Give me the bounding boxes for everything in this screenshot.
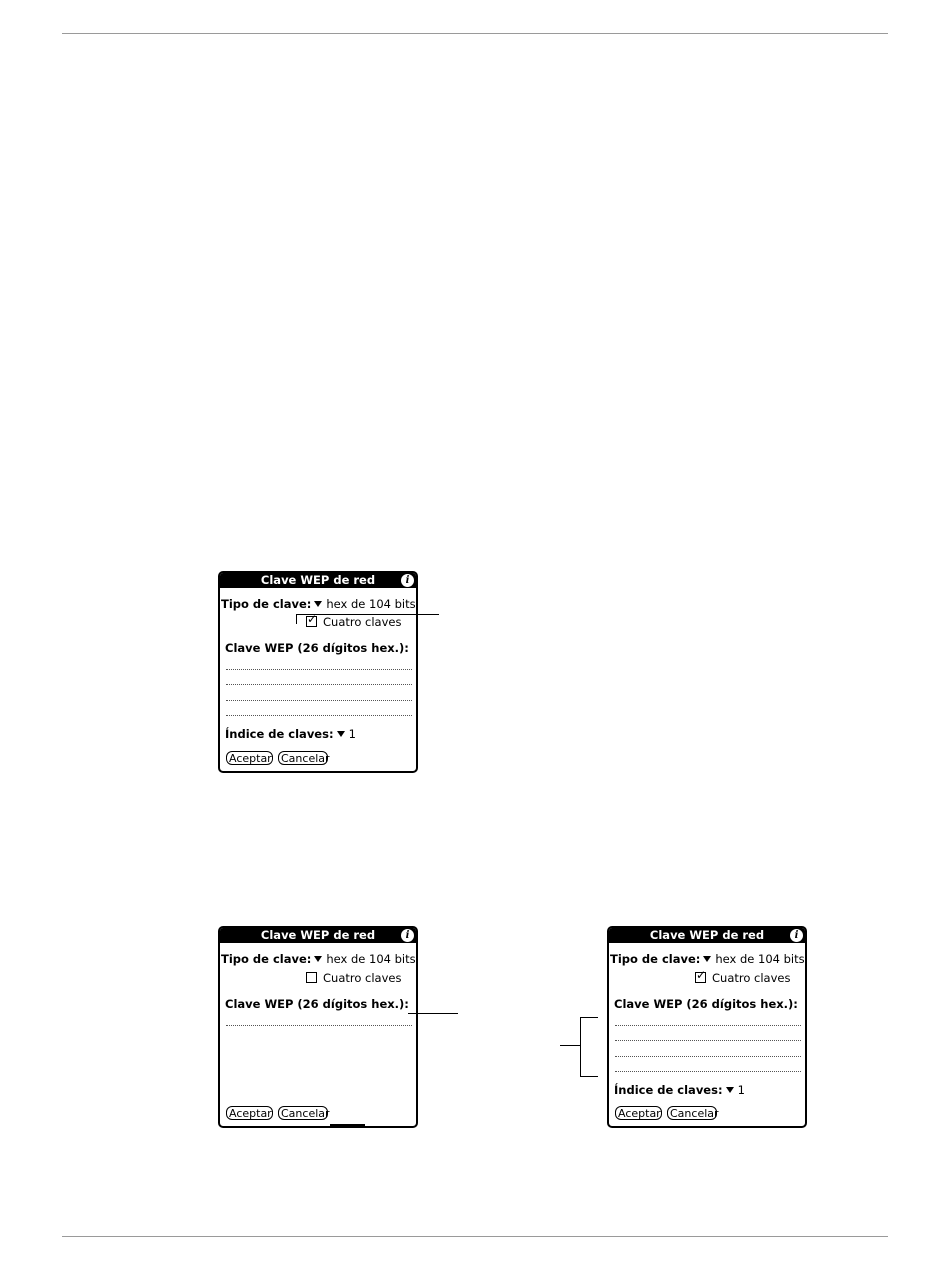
top-rule xyxy=(62,33,888,34)
dropdown-arrow-icon[interactable] xyxy=(337,731,345,737)
title-bar xyxy=(220,573,416,588)
four-keys-checkbox[interactable] xyxy=(306,616,317,627)
cancel-button[interactable]: Cancelar xyxy=(278,1106,328,1120)
key-line-1[interactable] xyxy=(615,1025,801,1026)
key-index-label: Índice de claves: xyxy=(614,1083,723,1097)
key-type-value[interactable]: hex de 104 bits xyxy=(326,952,416,966)
dropdown-arrow-icon[interactable] xyxy=(314,956,322,962)
key-line-1[interactable] xyxy=(226,1025,412,1026)
wep-key-label: Clave WEP (26 dígitos hex.): xyxy=(614,997,798,1011)
wep-key-label: Clave WEP (26 dígitos hex.): xyxy=(225,997,409,1011)
title-bar xyxy=(220,928,416,943)
dropdown-arrow-icon[interactable] xyxy=(726,1087,734,1093)
four-keys-checkbox[interactable] xyxy=(306,972,317,983)
dropdown-arrow-icon[interactable] xyxy=(703,956,711,962)
four-keys-row[interactable] xyxy=(306,971,401,985)
info-icon[interactable]: i xyxy=(401,929,414,942)
dialog-title: Clave WEP de red xyxy=(260,928,376,942)
accept-button[interactable]: Aceptar xyxy=(226,1106,273,1120)
bottom-rule xyxy=(62,1236,888,1237)
callout-line-checkbox-tick xyxy=(296,614,297,624)
wep-key-dialog-four-keys xyxy=(218,571,418,773)
key-index-label: Índice de claves: xyxy=(225,727,334,741)
key-type-row xyxy=(221,952,416,966)
wep-key-dialog-four-keys-alt xyxy=(607,926,807,1128)
key-type-row xyxy=(610,952,805,966)
four-keys-label: Cuatro claves xyxy=(323,971,402,985)
callout-bracket-stem xyxy=(560,1045,580,1046)
accept-button[interactable]: Aceptar xyxy=(226,751,273,765)
key-index-row xyxy=(225,727,356,741)
key-index-row xyxy=(614,1083,745,1097)
key-type-value[interactable]: hex de 104 bits xyxy=(715,952,805,966)
dialog-title: Clave WEP de red xyxy=(649,928,765,942)
key-line-4[interactable] xyxy=(226,715,412,716)
key-type-label: Tipo de clave: xyxy=(221,952,312,966)
key-line-2[interactable] xyxy=(226,684,412,685)
four-keys-row[interactable] xyxy=(695,971,790,985)
info-icon[interactable]: i xyxy=(790,929,803,942)
four-keys-label: Cuatro claves xyxy=(323,615,402,629)
key-type-label: Tipo de clave: xyxy=(221,597,312,611)
dropdown-arrow-icon[interactable] xyxy=(314,601,322,607)
wep-key-label: Clave WEP (26 dígitos hex.): xyxy=(225,641,409,655)
key-line-2[interactable] xyxy=(615,1040,801,1041)
four-keys-label: Cuatro claves xyxy=(712,971,791,985)
key-index-value[interactable]: 1 xyxy=(348,727,356,741)
dialog-title: Clave WEP de red xyxy=(260,573,376,587)
graffiti-strip xyxy=(330,1124,365,1126)
four-keys-row[interactable] xyxy=(306,615,401,629)
key-type-row xyxy=(221,597,416,611)
wep-key-dialog-single-key xyxy=(218,926,418,1128)
key-line-3[interactable] xyxy=(615,1056,801,1057)
four-keys-checkbox[interactable] xyxy=(695,972,706,983)
callout-bracket-top xyxy=(580,1017,598,1018)
key-type-value[interactable]: hex de 104 bits xyxy=(326,597,416,611)
key-line-3[interactable] xyxy=(226,700,412,701)
callout-line-checkbox xyxy=(296,614,439,615)
info-icon[interactable]: i xyxy=(401,574,414,587)
callout-line-single-key xyxy=(408,1013,458,1014)
key-index-value[interactable]: 1 xyxy=(737,1083,745,1097)
key-line-1[interactable] xyxy=(226,669,412,670)
accept-button[interactable]: Aceptar xyxy=(615,1106,662,1120)
key-type-label: Tipo de clave: xyxy=(610,952,701,966)
cancel-button[interactable]: Cancelar xyxy=(667,1106,717,1120)
cancel-button[interactable]: Cancelar xyxy=(278,751,328,765)
title-bar xyxy=(609,928,805,943)
key-line-4[interactable] xyxy=(615,1071,801,1072)
callout-bracket-bottom xyxy=(580,1076,598,1077)
callout-bracket-vertical xyxy=(580,1017,581,1076)
